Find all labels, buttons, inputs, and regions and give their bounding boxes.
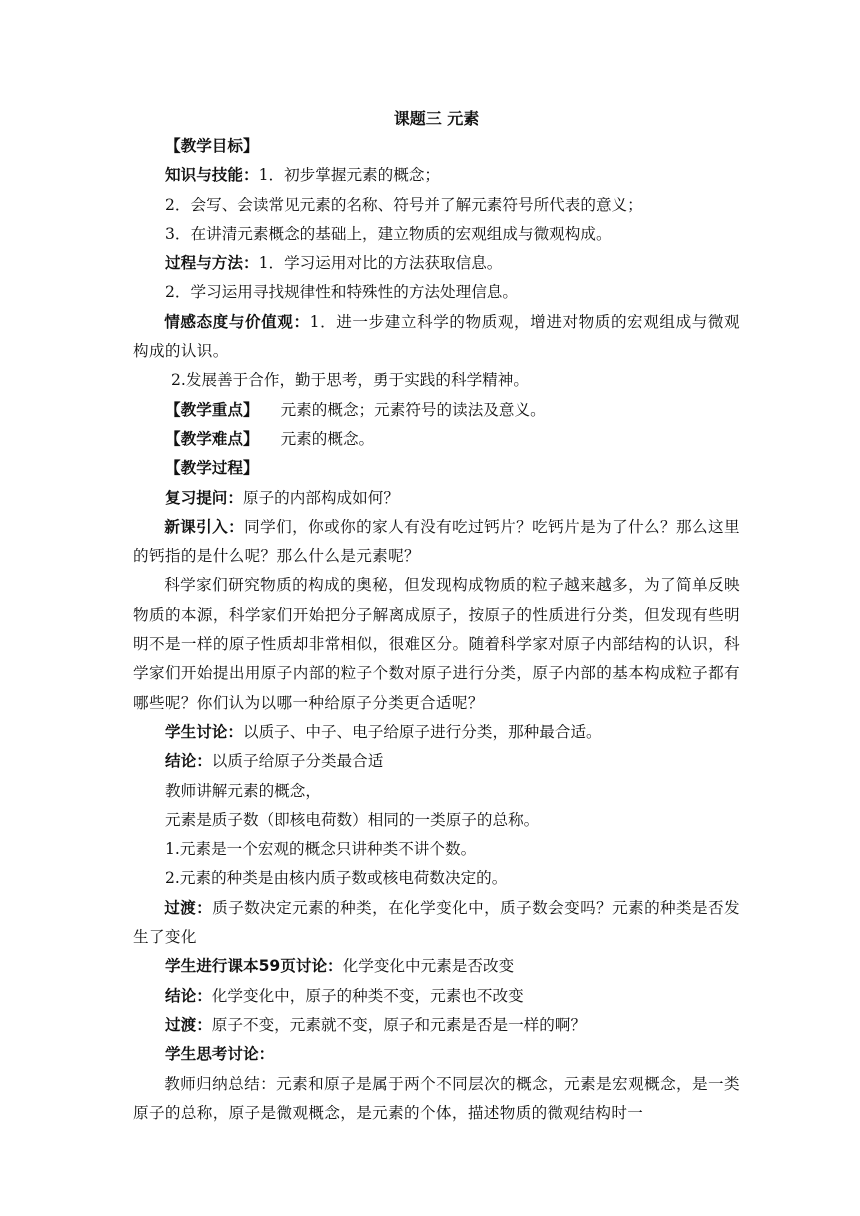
- transition-2: [133, 1011, 740, 1040]
- teacher-summary: 教师归纳总结：元素和原子是属于两个不同层次的概念，元素是宏观概念，是一类原子的总称，原子是微观概念，是元素的个体，描述物质的微观结构时一: [133, 1074, 740, 1122]
- student-discussion: [133, 718, 740, 747]
- emotion-item-2: 2.发展善于合作，勤于思考，勇于实践的科学精神。: [171, 371, 529, 390]
- conclusion-1: [133, 747, 740, 776]
- review-label: 复习提问：: [165, 488, 243, 507]
- note-2: 2.元素的种类是由核内质子数或核电荷数决定的。: [165, 869, 508, 888]
- difficulty-text: 元素的概念。: [280, 429, 375, 448]
- knowledge-item-1: [133, 161, 740, 190]
- conclusion-1-text: 以质子给原子分类最合适: [211, 752, 384, 771]
- note-1: 1.元素是一个宏观的概念只讲种类不讲个数。: [165, 840, 477, 859]
- difficulty-label: 【教学难点】: [165, 429, 259, 448]
- process-item-1: [133, 249, 740, 278]
- teacher-explains: 教师讲解元素的概念，: [165, 781, 321, 800]
- discussion-text: 以质子、中子、电子给原子进行分类，那种最合适。: [242, 722, 602, 741]
- conclusion-1-label: 结论：: [165, 752, 212, 771]
- review-text: 原子的内部构成如何？: [242, 488, 399, 507]
- discussion-label: 学生讨论：: [165, 722, 243, 741]
- emotion-label: 情感态度与价值观：: [164, 312, 310, 331]
- knowledge-item-3: 3．在讲清元素概念的基础上，建立物质的宏观组成与微观构成。: [165, 224, 612, 243]
- scientists-paragraph: 科学家们研究物质的构成的奥秘，但发现构成物质的粒子越来越多，为了简单反映物质的本源，科学家们开始把分子解离成原子，按原子的性质进行分类，但发现有些明明不是一样的原子性质却非常相似，很难区分。随着科学家对原子内部结构的认识，科学家们开始提出用原子内部的粒子个数对原子进行分类，原子内部的基本构成粒子都有哪些呢？你们认为以哪一种给原子分类更合适呢？: [133, 576, 740, 712]
- key-point-label: 【教学重点】: [165, 400, 259, 419]
- element-definition: 元素是质子数（即核电荷数）相同的一类原子的总称。: [165, 810, 540, 829]
- transition-2-text: 原子不变，元素就不变，原子和元素是否是一样的啊？: [211, 1015, 587, 1034]
- transition-1: [133, 894, 740, 953]
- student-thinking: 学生思考讨论：: [165, 1045, 275, 1064]
- textbook-discussion-text: 化学变化中元素是否改变: [342, 957, 515, 976]
- knowledge-label: 知识与技能：: [165, 166, 259, 185]
- textbook-discussion: [133, 952, 740, 981]
- conclusion-2: [133, 982, 740, 1011]
- intro-label: 新课引入：: [164, 517, 245, 536]
- emotion-item-1: [133, 308, 740, 367]
- knowledge-text-1: 1．初步掌握元素的概念；: [258, 166, 441, 185]
- process-text-1: 1．学习运用对比的方法获取信息。: [258, 254, 503, 273]
- intro-text: 同学们，你或你的家人有没有吃过钙片？吃钙片是为了什么？那么这里的钙指的是什么呢？那么什么是元素呢？: [133, 517, 740, 566]
- transition-1-label: 过渡：: [164, 898, 213, 917]
- intro-paragraph: [133, 513, 740, 572]
- process-label: 过程与方法：: [165, 254, 259, 273]
- lesson-title: 课题三 元素: [393, 109, 480, 128]
- process-header: 【教学过程】: [165, 459, 259, 478]
- emotion-text-1: 1．进一步建立科学的物质观，增进对物质的宏观组成与微观构成的认识。: [133, 312, 741, 361]
- review-question: [133, 484, 740, 513]
- transition-1-text: 质子数决定元素的种类，在化学变化中，质子数会变吗？元素的种类是否发生了变化: [133, 898, 740, 947]
- process-item-2: 2．学习运用寻找规律性和特殊性的方法处理信息。: [165, 283, 518, 302]
- objectives-header: 【教学目标】: [165, 137, 259, 155]
- textbook-discussion-label: 学生进行课本59页讨论：: [165, 957, 343, 976]
- transition-2-label: 过渡：: [165, 1015, 212, 1034]
- knowledge-item-2: 2．会写、会读常见元素的名称、符号并了解元素符号所代表的意义；: [165, 195, 643, 214]
- key-point-text: 元素的概念；元素符号的读法及意义。: [280, 400, 546, 419]
- conclusion-2-label: 结论：: [165, 986, 212, 1005]
- difficulty: [133, 425, 740, 454]
- key-point: [133, 396, 740, 425]
- conclusion-2-text: 化学变化中，原子的种类不变，元素也不改变: [211, 986, 524, 1005]
